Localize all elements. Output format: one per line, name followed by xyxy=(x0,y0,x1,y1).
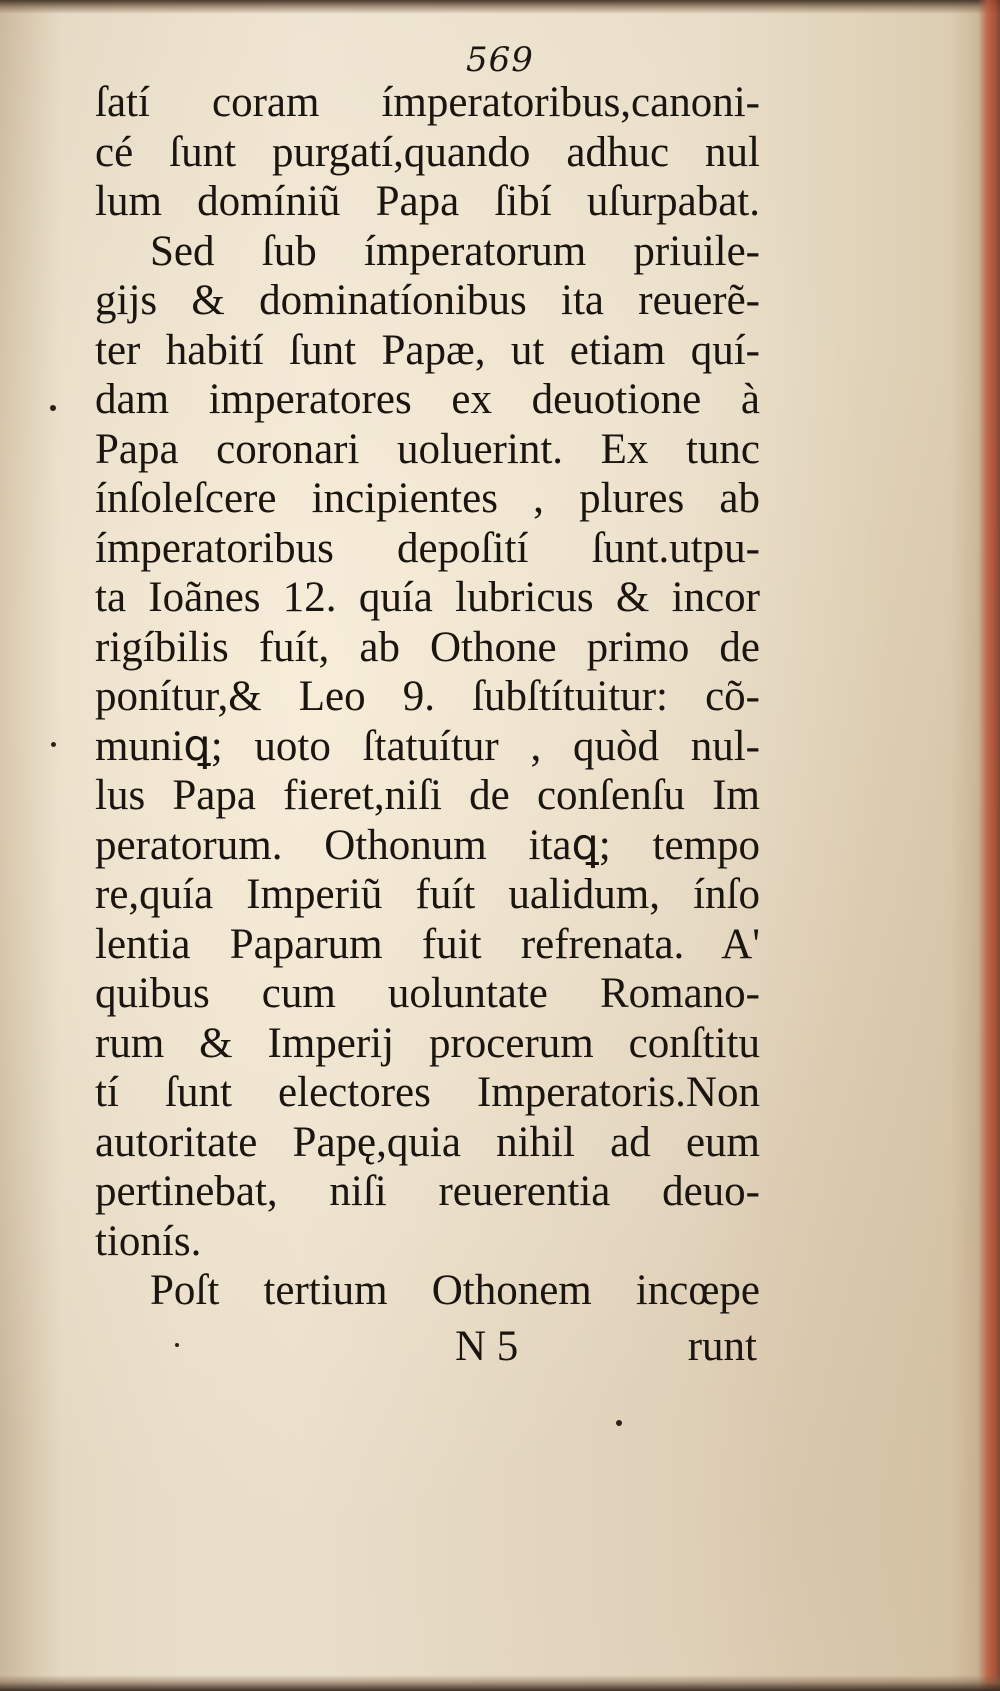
catchword: runt xyxy=(687,1323,757,1370)
text-line: rigíbilis fuít, ab Othone primo de xyxy=(95,623,760,671)
text-line: tionís. xyxy=(95,1217,202,1265)
ink-speck xyxy=(50,405,56,411)
ink-speck xyxy=(175,1343,179,1347)
text-line: Papa coronari uoluerint. Ex tunc xyxy=(95,425,760,473)
page-number: 569 xyxy=(466,40,534,80)
text-line: lus Papa fieret,niſi de conſenſu Im xyxy=(95,772,760,819)
signature-mark: N 5 xyxy=(455,1323,519,1370)
text-line: ímperatoribus depoſití ſunt.utpu- xyxy=(95,524,760,572)
catchline xyxy=(95,1322,760,1372)
page-top-shadow xyxy=(0,0,1000,14)
text-line: ta Ioãnes 12. quía lubricus & incor xyxy=(95,574,760,621)
text-line: lentia Paparum fuit refrenata. A' xyxy=(95,920,760,968)
text-line: re,quía Imperiũ fuít ualidum, ínſo xyxy=(95,871,760,918)
ink-speck xyxy=(51,742,56,747)
text-line: pertinebat, niſi reuerentia deuo- xyxy=(95,1168,760,1215)
ink-speck xyxy=(616,1420,622,1426)
text-line: lum domíniũ Papa ſibí uſurpabat. xyxy=(95,178,760,225)
text-line: autoritate Papę,quia nihil ad eum xyxy=(95,1118,760,1166)
text-line: ſatí coram ímperatoribus,canoni- xyxy=(95,79,760,126)
text-line: muniꝗ; uoto ſtatuítur , quòd nul- xyxy=(95,722,760,770)
text-line: ponítur,& Leo 9. ſubſtítuitur: cõ- xyxy=(95,673,760,720)
red-page-edge xyxy=(978,0,1000,1691)
text-line: cé ſunt purgatí,quando adhuc nul xyxy=(95,128,760,176)
text-line: dam imperatores ex deuotione à xyxy=(95,376,760,423)
text-line: tí ſunt electores Imperatoris.Non xyxy=(95,1069,760,1116)
text-line: Poſt tertium Othonem incœpe xyxy=(150,1267,760,1314)
text-line: ter habití ſunt Papæ, ut etiam quí- xyxy=(95,326,760,374)
body-text xyxy=(95,78,760,1316)
text-line: gijs & dominatíonibus ita reuerẽ- xyxy=(95,277,760,324)
text-line: ínſoleſcere incipientes , plures ab xyxy=(95,475,760,522)
text-line: Sed ſub ímperatorum priuile- xyxy=(150,227,760,275)
text-line: rum & Imperij procerum conſtitu xyxy=(95,1019,760,1067)
text-line: quibus cum uoluntate Romano- xyxy=(95,970,760,1017)
text-line: peratorum. Othonum itaꝗ; tempo xyxy=(95,821,760,869)
page-bottom-shadow xyxy=(0,1675,1000,1691)
